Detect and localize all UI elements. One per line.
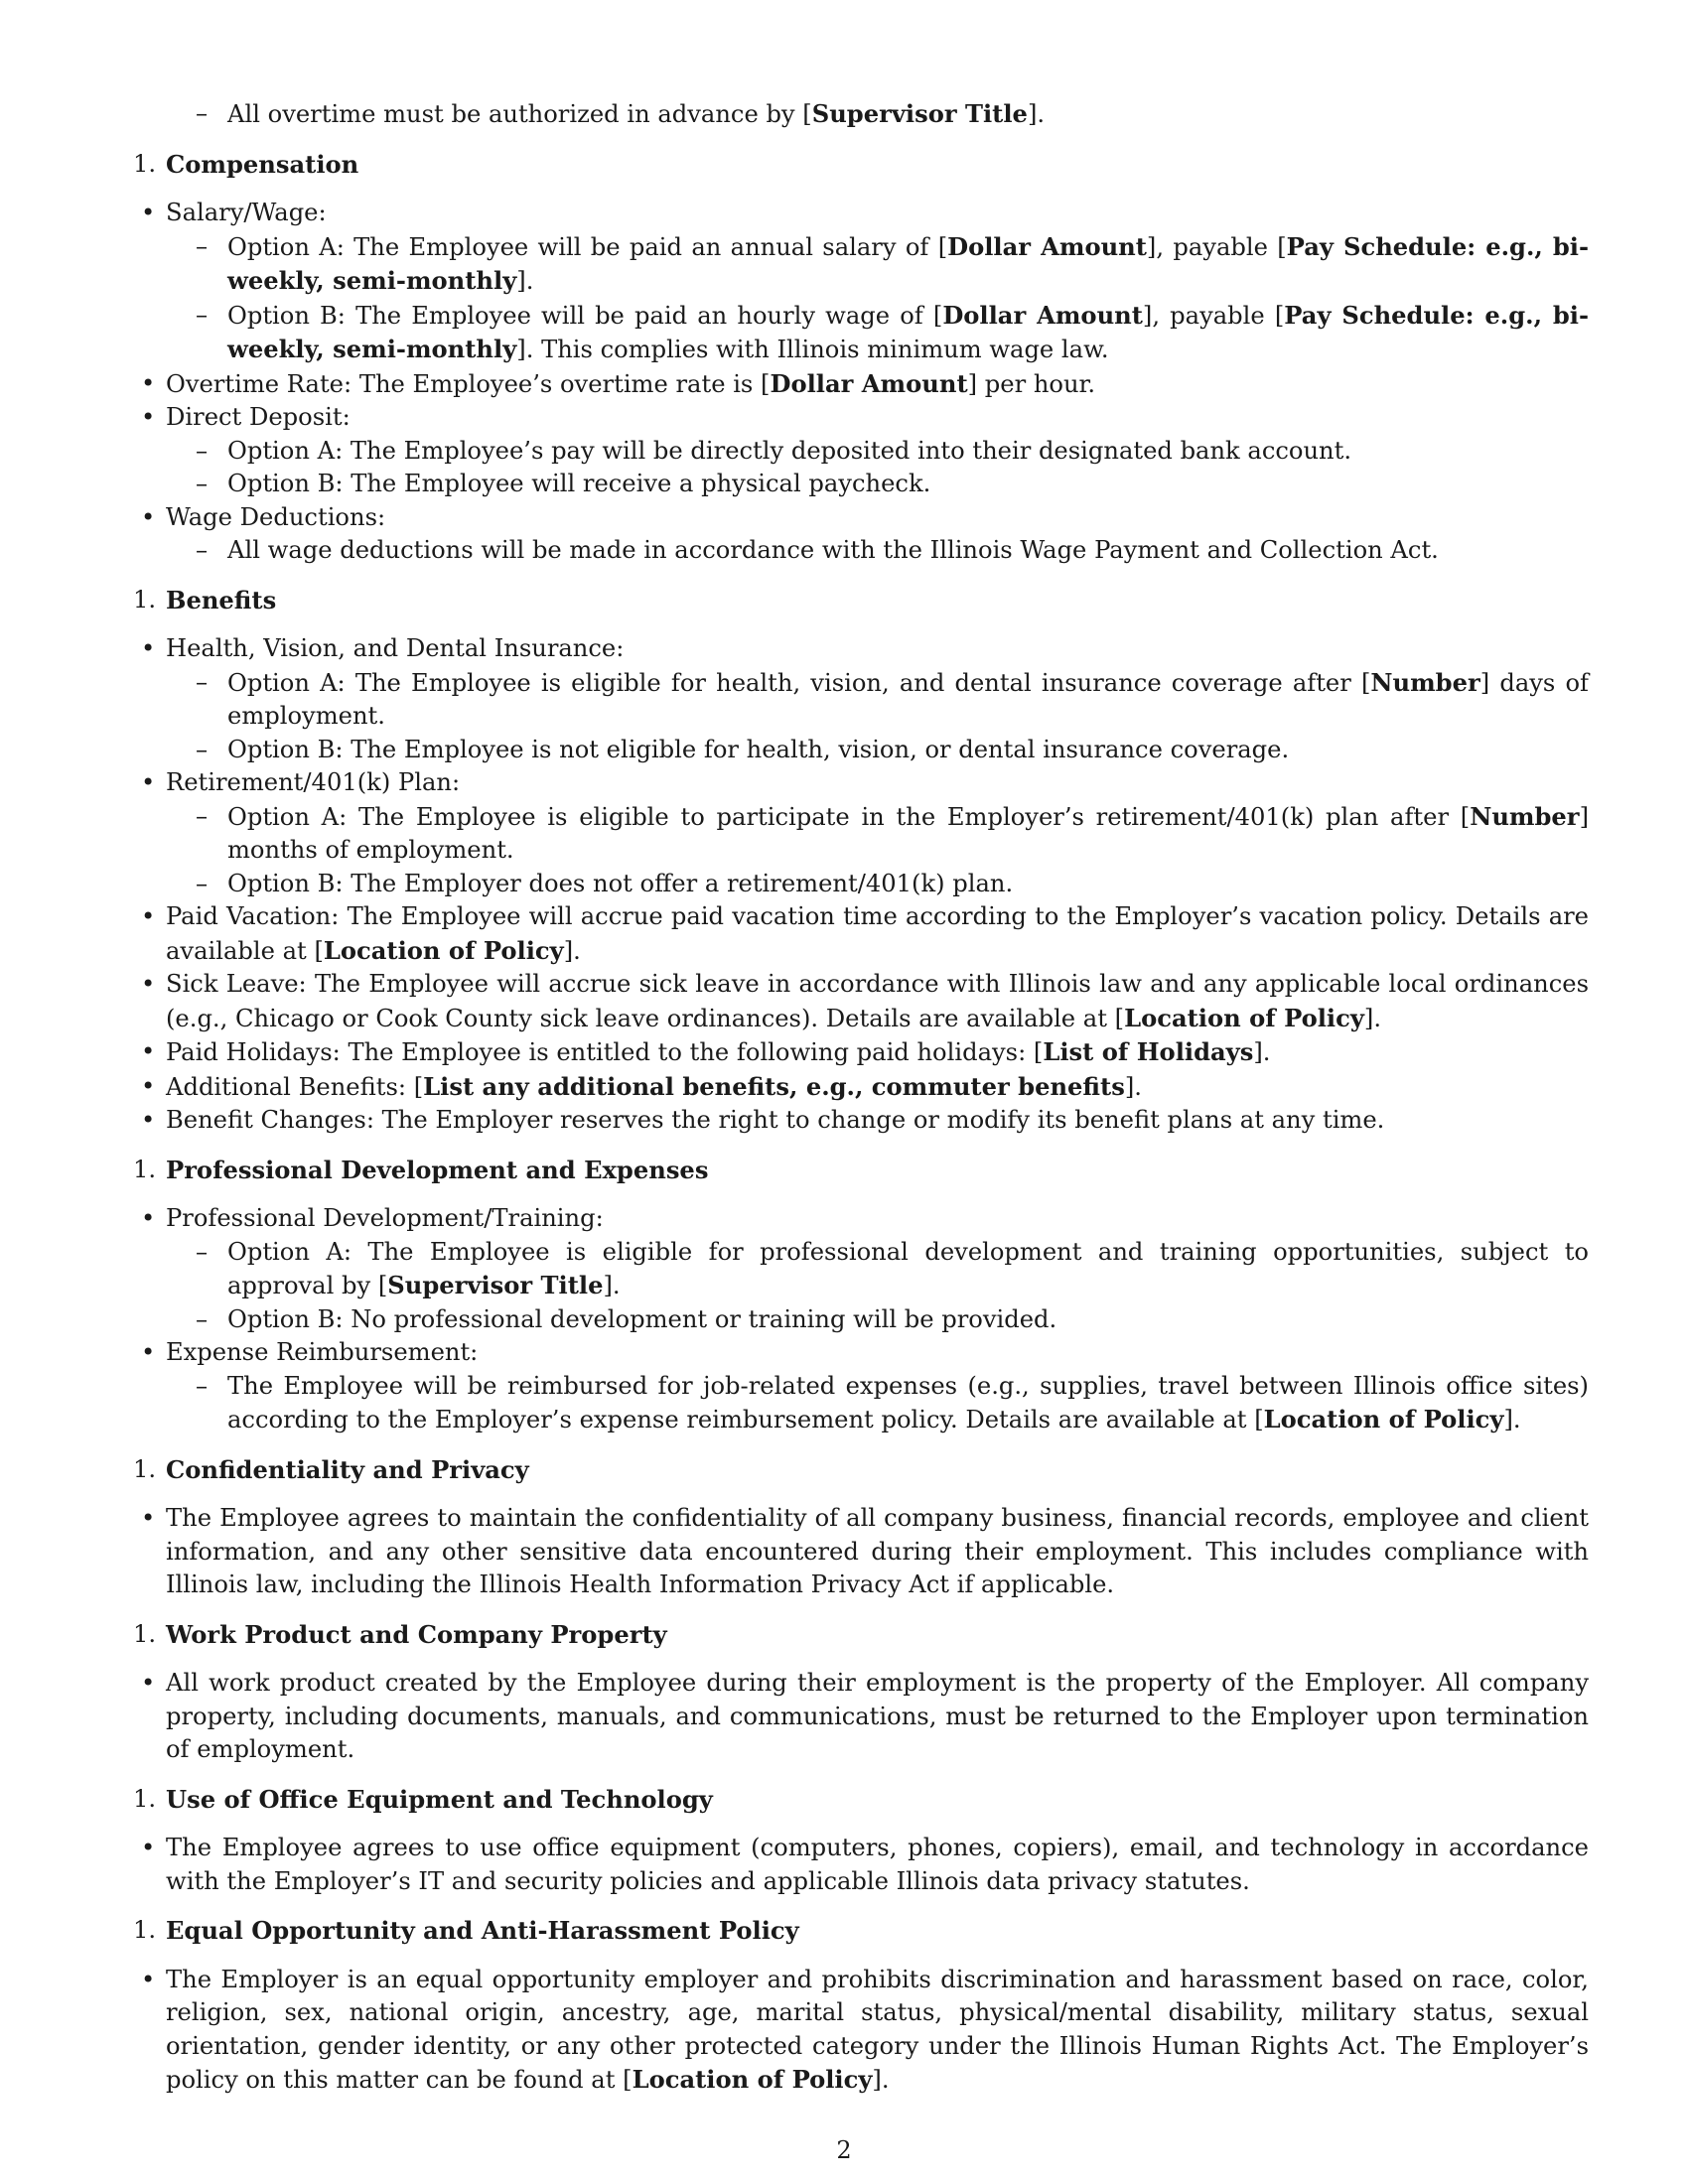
- list-item: – All overtime must be authorized in advance by [Supervisor Title].: [166, 97, 1589, 132]
- placeholder-field: Number: [1470, 801, 1580, 831]
- placeholder-field: List of Holidays: [1043, 1037, 1254, 1066]
- placeholder-field: Location of Policy: [323, 935, 564, 965]
- list-item: • The Employee agrees to use office equipment (computers, phones, copiers), email, and technology in accordance with the Employer’s IT and security policies and applicable Illinois data privacy statutes.: [141, 1834, 1589, 1895]
- placeholder-field: Pay Schedule: e.g., bi-weekly, semi-monthly: [227, 300, 1589, 363]
- placeholder-field: Dollar Amount: [947, 231, 1147, 261]
- placeholder-field: Dollar Amount: [770, 368, 968, 398]
- list-item: – Option A: The Employee will be paid an annual salary of [Dollar Amount], payable [Pay Schedule: e.g., bi-weekly, semi-monthly].: [196, 231, 1589, 295]
- placeholder-field: Location of Policy: [1124, 1003, 1364, 1032]
- list-item: • Sick Leave: The Employee will accrue sick leave in accordance with Illinois law and any applicable local ordinances (e.g., Chicago or Cook County sick leave ordinances). Details are available at [Location of Policy].: [141, 970, 1589, 1032]
- list-item: • The Employer is an equal opportunity employer and prohibits discrimination and harassment based on race, color, religion, sex, national origin, ancestry, age, marital status, physical/mental disability, military status, sexual orientation, gender identity, or any other protected category under the Illinois Human Rights Act. The Employer’s policy on this matter can be found at [Location of Policy].: [141, 1965, 1589, 2094]
- placeholder-field: Location of Policy: [632, 2065, 873, 2094]
- list-item: • Direct Deposit:: [141, 403, 351, 431]
- list-item: – Option A: The Employee is eligible for health, vision, and dental insurance coverage after [Number] days of employment.: [196, 667, 1589, 730]
- list-item: • The Employee agrees to maintain the confidentiality of all company business, financial records, employee and client information, and any other sensitive data encountered during their employment. This includes compliance with Illinois law, including the Illinois Health Information Privacy Act if applicable.: [141, 1504, 1589, 1598]
- list-item: • Retirement/401(k) Plan:: [141, 768, 461, 796]
- list-item: – Option B: The Employee will be paid an hourly wage of [Dollar Amount], payable [Pay Schedule: e.g., bi-weekly, semi-monthly]. This complies with Illinois minimum wage law.: [196, 300, 1589, 363]
- list-item: • Benefit Changes: The Employer reserves the right to change or modify its benefit plans at any time.: [141, 1106, 1385, 1134]
- list-item: • All work product created by the Employee during their employment is the property of the Employer. All company property, including documents, manuals, and communications, must be returned to the Employer upon termination of employment.: [141, 1669, 1589, 1763]
- list-item: – Option B: The Employee will receive a physical paycheck.: [196, 470, 931, 497]
- list-item: • Professional Development/Training:: [141, 1204, 604, 1232]
- list-item: – Option A: The Employee is eligible for professional development and training opportunities, subject to approval by [Supervisor Title].: [196, 1237, 1589, 1299]
- section-heading-office-equipment: 1. Use of Office Equipment and Technology: [133, 1784, 713, 1814]
- list-item: • Additional Benefits: [List any additional benefits, e.g., commuter benefits].: [141, 1071, 1142, 1101]
- list-item: – Option B: The Employee is not eligible for health, vision, or dental insurance coverage.: [196, 735, 1290, 763]
- placeholder-field: Dollar Amount: [942, 300, 1143, 330]
- section-heading-equal-opportunity: 1. Equal Opportunity and Anti-Harassment Policy: [133, 1916, 799, 1945]
- bullet-marker: •: [141, 199, 156, 226]
- section-heading-professional-development: 1. Professional Development and Expenses: [133, 1155, 709, 1184]
- list-item: – The Employee will be reimbursed for job-related expenses (e.g., supplies, travel between Illinois office sites) according to the Employer’s expense reimbursement policy. Details are available at [Location of Policy].: [196, 1371, 1589, 1433]
- document-page: [133, 97, 1589, 2098]
- list-item: • Overtime Rate: The Employee’s overtime rate is [Dollar Amount] per hour.: [141, 368, 1096, 398]
- list-item: – All wage deductions will be made in accordance with the Illinois Wage Payment and Collection Act.: [196, 536, 1439, 564]
- list-item: • Expense Reimbursement:: [141, 1338, 479, 1366]
- placeholder-field: Supervisor Title: [387, 1271, 604, 1299]
- section-heading-work-product: 1. Work Product and Company Property: [133, 1619, 667, 1649]
- placeholder-field: List any additional benefits, e.g., commuter benefits: [423, 1071, 1125, 1101]
- section-heading-benefits: 1. Benefits: [133, 585, 277, 614]
- placeholder-field: Supervisor Title: [811, 99, 1028, 128]
- list-item: • Paid Vacation: The Employee will accrue paid vacation time according to the Employer’s vacation policy. Details are available at [Location of Policy].: [141, 902, 1589, 965]
- list-item: – Option A: The Employee’s pay will be directly deposited into their designated bank account.: [196, 436, 1352, 465]
- list-item: – Option A: The Employee is eligible to participate in the Employer’s retirement/401(k) plan after [Number] months of employment.: [196, 801, 1589, 864]
- list-item: • Health, Vision, and Dental Insurance:: [141, 634, 625, 662]
- list-item: – Option B: The Employer does not offer a retirement/401(k) plan.: [196, 869, 1014, 897]
- section-heading-confidentiality: 1. Confidentiality and Privacy: [133, 1454, 529, 1484]
- list-item: – Option B: No professional development or training will be provided.: [196, 1304, 1057, 1333]
- dash-marker: –: [196, 99, 209, 127]
- list-item: • Paid Holidays: The Employee is entitled to the following paid holidays: [List of Holidays].: [141, 1037, 1271, 1066]
- section-heading-compensation: 1. Compensation: [133, 149, 359, 179]
- list-item: • Wage Deductions:: [141, 502, 386, 531]
- placeholder-field: Location of Policy: [1263, 1405, 1504, 1433]
- placeholder-field: Pay Schedule: e.g., bi-weekly, semi-monthly: [227, 231, 1589, 295]
- placeholder-field: Number: [1370, 667, 1480, 697]
- list-item: • Salary/Wage:: [166, 197, 1589, 230]
- page-number: 2: [836, 2136, 852, 2164]
